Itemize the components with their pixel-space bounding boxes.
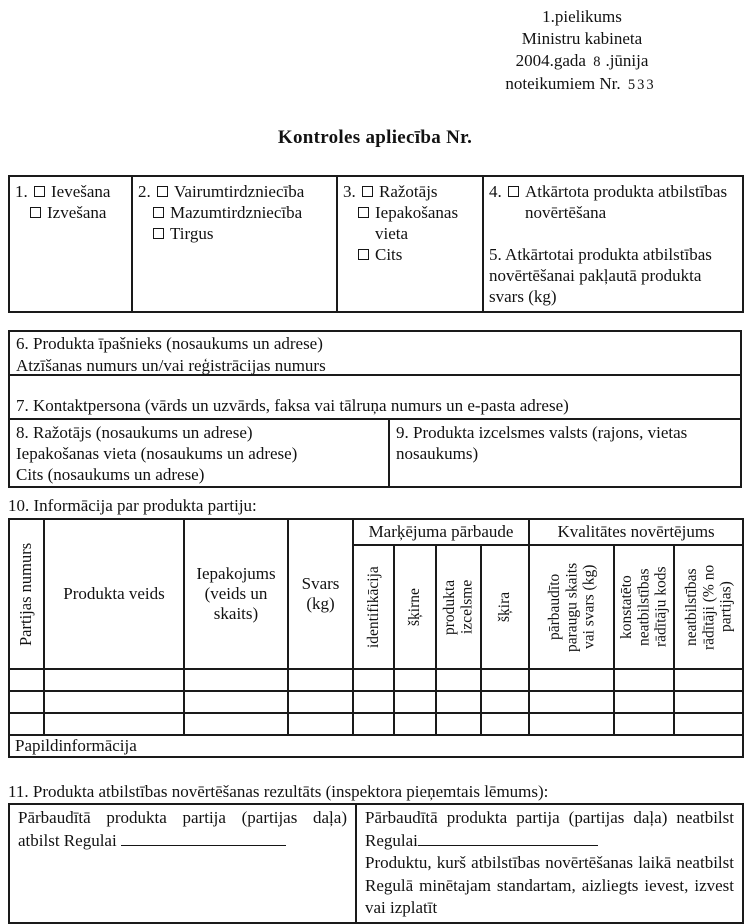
empty-cell[interactable] xyxy=(481,691,529,713)
conforms-cell xyxy=(9,804,356,923)
empty-cell[interactable] xyxy=(184,713,288,735)
option-label: Ražotājs xyxy=(379,182,438,201)
annex-line-2: Ministru kabineta xyxy=(521,29,643,48)
origin-country-cell xyxy=(390,420,740,486)
col-identification-label: identifikācija xyxy=(364,566,382,648)
option-label: Ievešana xyxy=(51,182,111,201)
empty-cell[interactable] xyxy=(288,713,353,735)
option-izvesana xyxy=(30,202,126,223)
empty-cell[interactable] xyxy=(394,669,436,691)
option-label: Izvešana xyxy=(47,203,107,222)
col-variety xyxy=(394,545,436,669)
cell-repeat-assessment xyxy=(483,176,743,312)
empty-cell[interactable] xyxy=(44,691,184,713)
owner-contact-section xyxy=(8,330,742,488)
origin-country-label: 9. Produkta izcelsmes valsts (rajons, vietas nosaukums) xyxy=(396,423,688,463)
nonconforms-cell xyxy=(356,804,743,923)
empty-data-row-3 xyxy=(9,713,743,735)
annex-line-1: 1.pielikums xyxy=(542,7,622,26)
option-tirgus xyxy=(153,223,331,244)
annex-header xyxy=(442,6,722,96)
option-label: Tirgus xyxy=(170,224,214,243)
cell-trade-type xyxy=(132,176,337,312)
batch-info-table xyxy=(8,518,744,758)
checkbox-izvesana-icon[interactable] xyxy=(30,207,41,218)
option-label: Vairumtirdzniecība xyxy=(174,182,305,201)
option-razotajs xyxy=(343,181,477,202)
packing-place-label: Iepakošanas vieta (nosaukums un adrese) xyxy=(16,444,298,463)
annex-line-4 xyxy=(442,73,722,96)
nonconforms-fill-line xyxy=(418,832,598,846)
col-nonconformity-code-label: konstatēto neatbilstības rādītāju kods xyxy=(618,566,670,648)
item-number: 4. xyxy=(489,182,502,201)
col-class xyxy=(481,545,529,669)
checkbox-mazumtirdznieciba-icon[interactable] xyxy=(153,207,164,218)
cell-producer-type xyxy=(337,176,483,312)
checkbox-ievesana-icon[interactable] xyxy=(34,186,45,197)
option-label: Iepakošanas vieta xyxy=(375,203,459,243)
option-label: Mazumtirdzniecība xyxy=(170,203,303,222)
quality-assessment-group-header: Kvalitātes novērtējums xyxy=(529,519,743,545)
cell-import-export xyxy=(9,176,132,312)
empty-cell[interactable] xyxy=(44,669,184,691)
empty-cell[interactable] xyxy=(529,691,614,713)
col-product-origin xyxy=(436,545,481,669)
other-label: Cits (nosaukums un adrese) xyxy=(16,465,205,484)
empty-cell[interactable] xyxy=(674,713,743,735)
prohibition-text: Produktu, kurš atbilstības novērtēšanas laikā neatbilst Regulā minētajam standartam, aizliegts ievest, izvest vai izplatīt xyxy=(365,853,734,917)
col-samples-checked-label: pārbaudīto paraugu skaits vai svars (kg) xyxy=(545,562,598,652)
contact-person-label: 7. Kontaktpersona (vārds un uzvārds, faksa vai tālruņa numurs un e-pasta adrese) xyxy=(16,396,569,415)
batch-info-label: 10. Informācija par produkta partiju: xyxy=(8,496,257,515)
empty-cell[interactable] xyxy=(288,669,353,691)
empty-cell[interactable] xyxy=(353,669,394,691)
empty-cell[interactable] xyxy=(436,713,481,735)
option-mazumtirdznieciba xyxy=(153,202,331,223)
checkbox-tirgus-icon[interactable] xyxy=(153,228,164,239)
col-packaging: Iepakojums (veids un skaits) xyxy=(184,519,288,669)
empty-cell[interactable] xyxy=(394,713,436,735)
empty-cell[interactable] xyxy=(481,713,529,735)
operation-type-row xyxy=(9,176,743,312)
operation-type-table xyxy=(8,175,744,313)
empty-cell[interactable] xyxy=(353,713,394,735)
col-nonconformity-code xyxy=(614,545,674,669)
product-owner-label: 6. Produkta īpašnieks (nosaukums un adrese) xyxy=(16,334,323,353)
item-number: 1. xyxy=(15,182,28,201)
checkbox-vairumtirdznieciba-icon[interactable] xyxy=(157,186,168,197)
col-nonconformity-percent xyxy=(674,545,743,669)
option-ievesana xyxy=(15,181,126,202)
regulation-prefix: noteikumiem Nr. xyxy=(505,74,621,93)
checkbox-atkartota-novertesana-icon[interactable] xyxy=(508,186,519,197)
item-5-text: 5. Atkārtotai produkta atbilstības novērtēšanai pakļautā produkta svars (kg) xyxy=(489,245,712,306)
regulation-number-value: 533 xyxy=(627,77,656,93)
additional-info-row xyxy=(9,735,743,757)
col-product-origin-label: produkta izcelsme xyxy=(441,579,476,635)
empty-data-row-1 xyxy=(9,669,743,691)
nonconforms-text xyxy=(365,807,734,852)
empty-cell[interactable] xyxy=(674,691,743,713)
empty-cell[interactable] xyxy=(288,691,353,713)
item-number: 3. xyxy=(343,182,356,201)
conforms-fill-line xyxy=(121,832,286,846)
checkbox-razotajs-icon[interactable] xyxy=(362,186,373,197)
conforms-text xyxy=(18,807,347,852)
empty-cell[interactable] xyxy=(529,669,614,691)
annex-line-3 xyxy=(442,50,722,73)
option-cits xyxy=(358,244,477,265)
empty-cell[interactable] xyxy=(44,713,184,735)
option-vairumtirdznieciba xyxy=(138,181,331,202)
conforms-label: Pārbaudītā produkta partija (partijas daļa) atbilst Regulai xyxy=(18,808,347,850)
empty-cell[interactable] xyxy=(353,691,394,713)
assessment-result-table xyxy=(8,803,744,924)
empty-cell[interactable] xyxy=(481,669,529,691)
col-batch-number xyxy=(9,519,44,669)
producer-origin-box xyxy=(8,418,742,488)
empty-cell[interactable] xyxy=(436,669,481,691)
empty-data-row-2 xyxy=(9,691,743,713)
option-label: Cits xyxy=(375,245,403,264)
assessment-result-row xyxy=(9,804,743,923)
checkbox-cits-icon[interactable] xyxy=(358,249,369,260)
producer-cell xyxy=(10,420,390,486)
item-number: 2. xyxy=(138,182,151,201)
producer-label: 8. Ražotājs (nosaukums un adrese) xyxy=(16,423,253,442)
page-title: Kontroles apliecība Nr. xyxy=(277,127,473,148)
empty-cell[interactable] xyxy=(436,691,481,713)
empty-cell[interactable] xyxy=(614,713,674,735)
empty-cell[interactable] xyxy=(614,691,674,713)
option-label: Atkārtota produkta atbilstības novērtēšana xyxy=(525,182,728,222)
date-suffix: .jūnija xyxy=(605,51,649,70)
product-owner-box xyxy=(8,330,742,376)
option-atkartota-novertesana xyxy=(489,181,737,223)
marking-check-group-header: Marķējuma pārbaude xyxy=(353,519,529,545)
nonconforms-label: Pārbaudītā produkta partija (partijas daļa) neatbilst Regulai xyxy=(365,808,734,850)
col-class-label: šķira xyxy=(496,591,514,623)
checkbox-iepakosanas-vieta-icon[interactable] xyxy=(358,207,369,218)
option-iepakosanas-vieta xyxy=(358,202,477,244)
col-samples-checked xyxy=(529,545,614,669)
registration-number-label: Atzīšanas numurs un/vai reģistrācijas numurs xyxy=(16,355,326,375)
empty-cell[interactable] xyxy=(184,669,288,691)
col-weight: Svars (kg) xyxy=(288,519,353,669)
col-nonconformity-percent-label: neatbilstības rādītāji (% no partijas) xyxy=(682,564,735,650)
empty-cell[interactable] xyxy=(9,713,44,735)
col-variety-label: šķirne xyxy=(406,588,424,626)
empty-cell[interactable] xyxy=(394,691,436,713)
empty-cell[interactable] xyxy=(9,691,44,713)
assessment-result-label: 11. Produkta atbilstības novērtēšanas rezultāts (inspektora pieņemtais lēmums): xyxy=(8,782,549,801)
date-day-value: 8 xyxy=(593,54,603,70)
additional-info-label: Papildinformācija xyxy=(9,735,743,757)
group-header-row xyxy=(9,519,743,545)
col-batch-number-label: Partijas numurs xyxy=(16,542,36,646)
col-product-type: Produkta veids xyxy=(44,519,184,669)
empty-cell[interactable] xyxy=(9,669,44,691)
col-identification xyxy=(353,545,394,669)
empty-cell[interactable] xyxy=(184,691,288,713)
empty-cell[interactable] xyxy=(614,669,674,691)
date-prefix: 2004.gada xyxy=(515,51,586,70)
contact-person-box xyxy=(8,374,742,420)
empty-cell[interactable] xyxy=(529,713,614,735)
empty-cell[interactable] xyxy=(674,669,743,691)
